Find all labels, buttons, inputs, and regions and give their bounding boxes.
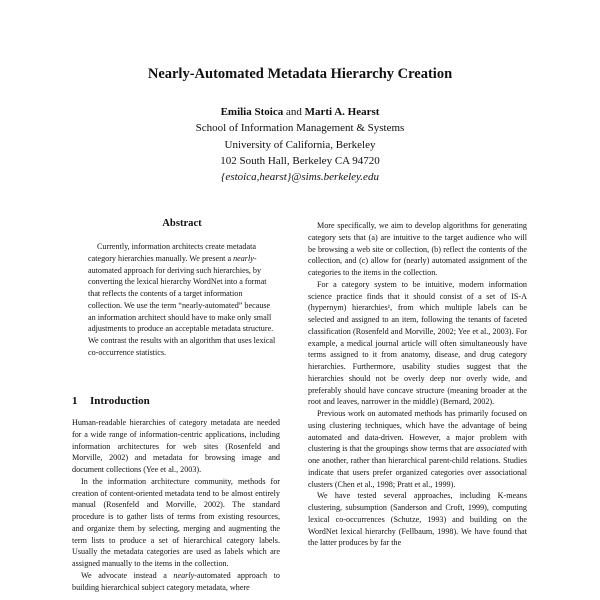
university: University of California, Berkeley: [224, 138, 376, 151]
author-names: [0, 104, 600, 120]
section-title: Introduction: [90, 395, 150, 407]
paper-title: Nearly-Automated Metadata Hierarchy Creation: [147, 66, 453, 82]
intro-paragraph-1: Human-readable hierarchies of category metadata are needed for a wide range of information-centric applications, including information architectures for web sites (Rosenfeld and Morville, 2002) and metadata for browsing image and document collections (Yee et al., 2003).: [72, 418, 280, 474]
affiliation: School of Information Management & Systems: [195, 122, 405, 135]
abstract-body: [88, 241, 278, 359]
intro-paragraph-2: In the information architecture community, methods for creation of content-oriented metadata tend to be almost entirely manual (Rosenfeld and Morville, 2002). The standard procedure is to gather lists of terms from existing resources, and organize them by selecting, merging and augmenting the term lists to produce a set of hierarchical category labels. Usually the metadata categories are used as labels which are assigned manually to the items in the collection.: [72, 476, 280, 568]
section-heading-introduction: [72, 395, 150, 407]
introduction-body: [72, 417, 280, 593]
section-number: 1: [72, 395, 78, 407]
abstract-heading: Abstract: [162, 218, 202, 229]
author-2: Marti A. Hearst: [304, 106, 380, 118]
author-email: {estoica,hearst}@sims.berkeley.edu: [221, 171, 379, 184]
author-conjunction: and: [285, 106, 302, 118]
right-paragraph-1: More specifically, we aim to develop algorithms for generating category sets that (a) are intuitive to the target audience who will be browsing a web site or collection, (b) reflect the contents of the collection, and (c) allow for (nearly) automated assignment of the categories to the items in the collection.: [308, 221, 527, 277]
right-paragraph-3: Previous work on automated methods has primarily focused on using clustering techniques, which have the advantage of being automated and data-driven. However, a major problem with clustering is that the groupings show terms that are associated with one another, rather than hierarchical parent-child relations. Studies indicate that users prefer organized categories over associational clusters (Chen et al., 1998; Pratt et al., 1999).: [308, 409, 527, 489]
right-paragraph-2: For a category system to be intuitive, modern information science practice finds that it should consist of a set of IS-A (hypernym) hierarchies¹, from which multiple labels can be selected and assigned to an item, following the tenants of faceted classification (Rosenfeld and Morville, 2002; Yee et al., 2003). For example, a medical journal article will often simultaneously have terms assigned to it from anatomy, disease, and drug category hierarchies. Furthermore, usability studies suggest that the hierarchies should not be overly deep nor overly wide, and preferably should have concave structure (meaning broader at the root and leaves, narrower in the middle) (Bernard, 2002).: [308, 279, 527, 407]
author-block: [0, 104, 600, 185]
address: 102 South Hall, Berkeley CA 94720: [220, 154, 380, 167]
author-1: Emilia Stoica: [220, 106, 284, 118]
intro-paragraph-3: We advocate instead a nearly-automated approach to building hierarchical subject category metadata, where: [72, 570, 280, 592]
right-column-body: [308, 220, 527, 549]
right-paragraph-4: We have tested several approaches, including K-means clustering, subsumption (Sanderson and Croft, 1999), computing lexical co-occurrences (Schutze, 1993) and building on the WordNet lexical hierarchy (Fellbaum, 1998). We have found that the latter produces by far the: [308, 491, 527, 548]
abstract-text: Currently, information architects create metadata category hierarchies manually. We present a nearly-automated approach for deriving such hierarchies, by converting the lexical hierarchy WordNet into a format that reflects the contents of a target information collection. We use the term “nearly-automated” because an information architect should have to make only small adjustments to produce an acceptable metadata structure. We contrast the results with an algorithm that uses lexical co-occurrence statistics.: [88, 242, 276, 357]
